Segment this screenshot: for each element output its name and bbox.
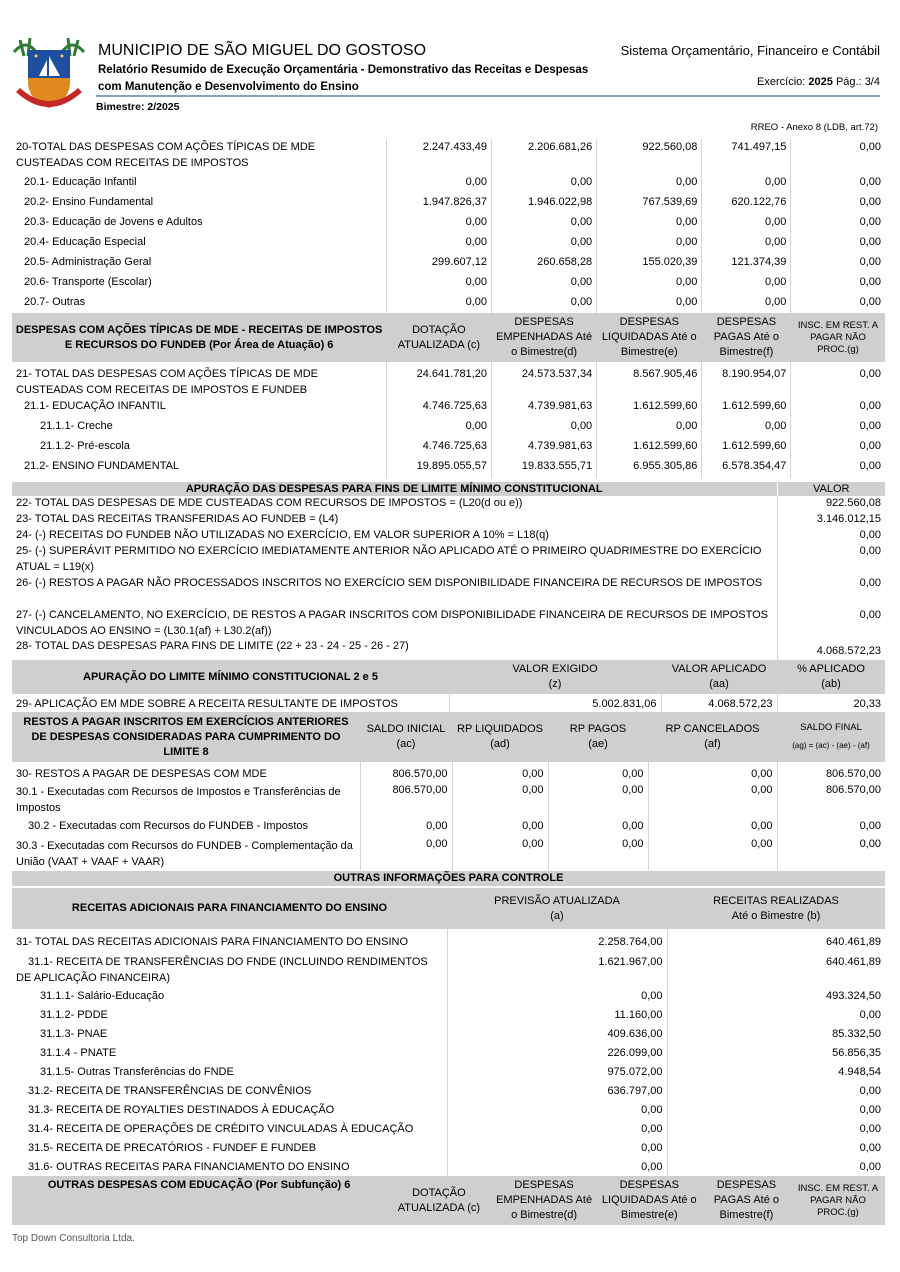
cell-value: 4.746.725,63 (386, 398, 491, 418)
table-row (12, 1026, 885, 1045)
cell-value: 0,00 (452, 836, 548, 870)
cell-value: 0,00 (452, 816, 548, 836)
column-header (360, 712, 452, 762)
cell-value: 0,00 (648, 762, 777, 782)
table-row (12, 174, 885, 194)
row-label: 31.1- RECEITA DE TRANSFERÊNCIAS DO FNDE (INCLUINDO RENDIMENTOS DE APLICAÇÃO FINANCEIRA) (16, 956, 428, 984)
table-header (12, 887, 885, 929)
cell-value: 85.332,50 (667, 1026, 885, 1045)
header-line: RP LIQUIDADOS (457, 723, 543, 735)
cell-value: 0,00 (791, 139, 885, 174)
cell-value: 0,00 (702, 214, 791, 234)
row-label: 31.1.3- PNAE (40, 1028, 108, 1040)
cell-value: 1.947.826,37 (386, 194, 491, 214)
header-line: (aa) (709, 678, 729, 690)
cell-value: 0,00 (791, 174, 885, 194)
table-restos-a-pagar (12, 712, 885, 870)
cell-value: 0,00 (597, 214, 702, 234)
cell-value: 3.146.012,15 (777, 511, 885, 527)
row-label: 27- (-) CANCELAMENTO, NO EXERCÍCIO, DE RESTOS A PAGAR INSCRITOS COM DISPONIBILIDADE FINANCEIRA DE RECURSOS DE IMPOSTOS VINCULADOS AO ENSINO = (L30.1(af) + L30.2(af)) (16, 609, 769, 637)
row-label: 20-TOTAL DAS DESPESAS COM AÇÕES TÍPICAS DE MDE CUSTEADAS COM RECEITAS DE IMPOSTOS (16, 141, 316, 169)
header-rule (96, 95, 880, 97)
cell-value: 226.099,00 (447, 1045, 667, 1064)
row-label: 31.1.2- PDDE (40, 1009, 108, 1021)
column-header (777, 712, 885, 762)
column-header (548, 712, 648, 762)
cell-value: 0,00 (648, 836, 777, 870)
row-label: 30.2 - Executadas com Recursos do FUNDEB - Impostos (28, 820, 308, 832)
table-row (12, 607, 885, 639)
header-line: SALDO FINAL (800, 722, 862, 733)
table-mde-taxes (12, 139, 885, 314)
cell-value: 806.570,00 (360, 762, 452, 782)
row-label: 20.1- Educação Infantil (24, 176, 137, 188)
row-label: 26- (-) RESTOS A PAGAR NÃO PROCESSADOS INSCRITOS NO EXERCÍCIO SEM DISPONIBILIDADE FINANCEIRA DE RECURSOS DE IMPOSTOS (16, 577, 763, 589)
cell-value: 2.258.764,00 (447, 929, 667, 950)
column-header (449, 660, 661, 694)
cell-value: 1.612.599,60 (702, 438, 791, 458)
table-row (12, 234, 885, 254)
cell-value: 0,00 (777, 543, 885, 575)
table-header (12, 660, 885, 694)
cell-value: 0,00 (791, 294, 885, 314)
table-header (12, 482, 885, 496)
row-label: 20.6- Transporte (Escolar) (24, 276, 152, 288)
row-label: 21.1.1- Creche (40, 420, 113, 432)
annex-reference: RREO - Anexo 8 (LDB, art.72) (750, 122, 878, 133)
cell-value: 0,00 (386, 418, 491, 438)
row-label: 31.5- RECEITA DE PRECATÓRIOS - FUNDEF E FUNDEB (28, 1142, 317, 1154)
table-row (12, 1007, 885, 1026)
cell-value: 0,00 (386, 234, 491, 254)
cell-value: 0,00 (447, 1159, 667, 1178)
column-header: RECEITAS ADICIONAIS PARA FINANCIAMENTO DO ENSINO (12, 887, 447, 929)
cell-value: 640.461,89 (667, 950, 885, 988)
table-row (12, 1121, 885, 1140)
column-header (648, 712, 777, 762)
column-header: DOTAÇÃO ATUALIZADA (c) (386, 313, 491, 362)
cell-value: 0,00 (447, 1102, 667, 1121)
row-label: 21- TOTAL DAS DESPESAS COM AÇÕES TÍPICAS DE MDE CUSTEADAS COM RECEITAS DE IMPOSTOS E FUNDEB (16, 368, 318, 396)
row-label: 20.5- Administração Geral (24, 256, 152, 268)
cell-value: 0,00 (452, 782, 548, 816)
cell-value: 0,00 (447, 1121, 667, 1140)
column-header: DOTAÇÃO ATUALIZADA (c) (386, 1176, 491, 1225)
cell-value: 0,00 (491, 294, 596, 314)
cell-value: 493.324,50 (667, 988, 885, 1007)
cell-value: 0,00 (667, 1159, 885, 1178)
cell-value: 6.955.305,86 (597, 458, 702, 478)
header-line: (ab) (821, 678, 841, 690)
table-row (12, 274, 885, 294)
cell-value: 0,00 (491, 234, 596, 254)
column-header: VALOR (777, 482, 885, 496)
cell-value: 0,00 (667, 1083, 885, 1102)
cell-value: 0,00 (360, 836, 452, 870)
cell-value: 0,00 (777, 836, 885, 870)
row-label: 22- TOTAL DAS DESPESAS DE MDE CUSTEADAS COM RECURSOS DE IMPOSTOS = (L20(d ou e)) (16, 497, 523, 509)
cell-value: 0,00 (667, 1102, 885, 1121)
table-row (12, 782, 885, 816)
row-label: 24- (-) RECEITAS DO FUNDEB NÃO UTILIZADAS NO EXERCÍCIO, EM VALOR SUPERIOR A 10% = L18(q) (16, 529, 549, 541)
cell-value: 2.206.681,26 (491, 139, 596, 174)
cell-value: 0,00 (548, 782, 648, 816)
table-limit-calculation (12, 482, 885, 663)
cell-value: 806.570,00 (777, 762, 885, 782)
cell-value: 806.570,00 (777, 782, 885, 816)
cell-value: 0,00 (491, 214, 596, 234)
column-header: OUTRAS DESPESAS COM EDUCAÇÃO (Por Subfunção) 6 (12, 1176, 386, 1225)
table-row (12, 929, 885, 950)
row-label: 20.7- Outras (24, 296, 86, 308)
cell-value: 0,00 (648, 816, 777, 836)
column-header (667, 887, 885, 929)
row-label: 30- RESTOS A PAGAR DE DESPESAS COM MDE (16, 768, 267, 780)
column-header: DESPESAS PAGAS Até o Bimestre(f) (702, 1176, 791, 1225)
cell-value: 24.573.537,34 (491, 362, 596, 398)
table-row (12, 254, 885, 274)
cell-value: 767.539,69 (597, 194, 702, 214)
header-line: (z) (548, 678, 562, 690)
cell-value: 0,00 (791, 234, 885, 254)
cell-value: 4.948,54 (667, 1064, 885, 1083)
cell-value: 636.797,00 (447, 1083, 667, 1102)
cell-value: 0,00 (386, 294, 491, 314)
row-label: 31.2- RECEITA DE TRANSFERÊNCIAS DE CONVÊNIOS (28, 1085, 312, 1097)
page-number: Pág.: 3/4 (835, 76, 880, 88)
table-row (12, 139, 885, 174)
column-header (777, 660, 885, 694)
table-row (12, 1140, 885, 1159)
header-line: PREVISÃO ATUALIZADA (494, 894, 620, 907)
table-constitutional-limit (12, 660, 885, 714)
cell-value: 0,00 (597, 234, 702, 254)
cell-value: 19.833.555,71 (491, 458, 596, 478)
row-label: 31.6- OUTRAS RECEITAS PARA FINANCIAMENTO DO ENSINO (28, 1161, 350, 1173)
cell-value: 0,00 (791, 254, 885, 274)
cell-value: 0,00 (447, 988, 667, 1007)
cell-value: 0,00 (791, 214, 885, 234)
table-row (12, 458, 885, 478)
table-row (12, 362, 885, 398)
table-row (12, 950, 885, 988)
municipal-coat-of-arms-icon (6, 30, 92, 116)
column-header: DESPESAS LIQUIDADAS Até o Bimestre(e) (597, 313, 702, 362)
cell-value: 299.607,12 (386, 254, 491, 274)
exercise-info (757, 76, 880, 88)
cell-value: 8.190.954,07 (702, 362, 791, 398)
cell-value: 0,00 (791, 194, 885, 214)
row-label: 28- TOTAL DAS DESPESAS PARA FINS DE LIMITE (22 + 23 - 24 - 25 - 26 - 27) (16, 640, 409, 652)
cell-value: 0,00 (791, 362, 885, 398)
table-row (12, 575, 885, 607)
exercise-label: Exercício: (757, 76, 806, 88)
table-row (12, 762, 885, 782)
column-header: DESPESAS LIQUIDADAS Até o Bimestre(e) (597, 1176, 702, 1225)
cell-value: 0,00 (791, 458, 885, 478)
cell-value: 0,00 (386, 214, 491, 234)
column-header: APURAÇÃO DAS DESPESAS PARA FINS DE LIMITE MÍNIMO CONSTITUCIONAL (12, 482, 777, 496)
cell-value: 0,00 (777, 527, 885, 543)
row-label: 31.1.1- Salário-Educação (40, 990, 165, 1002)
cell-value: 19.895.055,57 (386, 458, 491, 478)
row-label: 31.1.4 - PNATE (40, 1047, 117, 1059)
row-label: 31.4- RECEITA DE OPERAÇÕES DE CRÉDITO VINCULADAS À EDUCAÇÃO (28, 1123, 414, 1135)
cell-value: 0,00 (386, 174, 491, 194)
cell-value: 0,00 (791, 438, 885, 458)
table-row (12, 194, 885, 214)
row-label: 20.4- Educação Especial (24, 236, 146, 248)
row-label: 23- TOTAL DAS RECEITAS TRANSFERIDAS AO FUNDEB = (L4) (16, 513, 339, 525)
cell-value: 11.160,00 (447, 1007, 667, 1026)
column-header (452, 712, 548, 762)
row-label: 31- TOTAL DAS RECEITAS ADICIONAIS PARA FINANCIAMENTO DO ENSINO (16, 936, 409, 948)
cell-value: 260.658,28 (491, 254, 596, 274)
table-row (12, 398, 885, 418)
system-name: Sistema Orçamentário, Financeiro e Contábil (620, 43, 880, 58)
table-other-education-expenses (12, 1176, 885, 1225)
cell-value: 0,00 (667, 1140, 885, 1159)
cell-value: 0,00 (702, 234, 791, 254)
cell-value: 0,00 (791, 398, 885, 418)
cell-value: 4.746.725,63 (386, 438, 491, 458)
row-label: 31.3- RECEITA DE ROYALTIES DESTINADOS À EDUCAÇÃO (28, 1104, 335, 1116)
table-header (12, 712, 885, 762)
header-line: % APLICADO (797, 663, 865, 675)
header-line: (ad) (490, 738, 510, 750)
cell-value: 4.739.981,63 (491, 398, 596, 418)
cell-value: 741.497,15 (702, 139, 791, 174)
header-line: VALOR APLICADO (671, 663, 767, 675)
cell-value: 0,00 (667, 1007, 885, 1026)
cell-value: 0,00 (360, 816, 452, 836)
cell-value: 0,00 (791, 418, 885, 438)
table-row (12, 527, 885, 543)
footer-credit: Top Down Consultoria Ltda. (12, 1233, 135, 1244)
exercise-year: 2025 (808, 76, 833, 88)
cell-value: 1.612.599,60 (702, 398, 791, 418)
table-row (12, 1102, 885, 1121)
column-header: DESPESAS COM AÇÕES TÍPICAS DE MDE - RECEITAS DE IMPOSTOS E RECURSOS DO FUNDEB (Por Área de Atuação) 6 (12, 313, 386, 362)
column-header: RESTOS A PAGAR INSCRITOS EM EXERCÍCIOS ANTERIORES DE DESPESAS CONSIDERADAS PARA CUMPRIMENTO DO LIMITE 8 (12, 712, 360, 762)
cell-value: 155.020,39 (597, 254, 702, 274)
cell-value: 4.739.981,63 (491, 438, 596, 458)
table-row (12, 1045, 885, 1064)
column-header: INSC. EM REST. A PAGAR NÃO PROC.(g) (791, 1176, 885, 1225)
column-header (447, 887, 667, 929)
section-header (12, 871, 885, 887)
table-row (12, 496, 885, 511)
cell-value: 0,00 (452, 762, 548, 782)
cell-value: 56.856,35 (667, 1045, 885, 1064)
table-row (12, 1083, 885, 1102)
cell-value: 5.002.831,06 (449, 694, 661, 714)
cell-value: 121.374,39 (702, 254, 791, 274)
table-row (12, 511, 885, 527)
column-header: DESPESAS PAGAS Até o Bimestre(f) (702, 313, 791, 362)
header-line: SALDO INICIAL (366, 723, 446, 735)
cell-value: 0,00 (491, 274, 596, 294)
cell-value: 0,00 (597, 274, 702, 294)
report-header (0, 0, 900, 133)
table-row (12, 1064, 885, 1083)
cell-value: 8.567.905,46 (597, 362, 702, 398)
cell-value: 1.621.967,00 (447, 950, 667, 988)
cell-value: 0,00 (447, 1140, 667, 1159)
cell-value: 0,00 (597, 174, 702, 194)
table-row (12, 816, 885, 836)
cell-value: 0,00 (386, 274, 491, 294)
cell-value: 4.068.572,23 (777, 639, 885, 663)
header-line: RP PAGOS (569, 723, 627, 735)
cell-value: 0,00 (667, 1121, 885, 1140)
row-label: 20.2- Ensino Fundamental (24, 196, 154, 208)
cell-value: 4.068.572,23 (661, 694, 777, 714)
header-line: Até o Bimestre (b) (731, 909, 821, 922)
header-line: VALOR EXIGIDO (512, 663, 598, 675)
cell-value: 409.636,00 (447, 1026, 667, 1045)
cell-value: 0,00 (777, 816, 885, 836)
column-header: INSC. EM REST. A PAGAR NÃO PROC.(g) (791, 313, 885, 362)
cell-value: 0,00 (548, 816, 648, 836)
cell-value: 0,00 (491, 174, 596, 194)
row-label: 21.2- ENSINO FUNDAMENTAL (24, 460, 180, 472)
cell-value: 922.560,08 (777, 496, 885, 511)
cell-value: 0,00 (777, 575, 885, 607)
municipality-name: MUNICIPIO DE SÃO MIGUEL DO GOSTOSO (98, 42, 427, 59)
header-line: (af) (704, 738, 721, 750)
header-line: (a) (550, 909, 564, 922)
column-header (661, 660, 777, 694)
table-row (12, 294, 885, 314)
header-line: RP CANCELADOS (665, 723, 760, 735)
column-header: DESPESAS EMPENHADAS Até o Bimestre(d) (491, 1176, 596, 1225)
table-header (12, 313, 885, 362)
cell-value: 0,00 (491, 418, 596, 438)
cell-value: 1.946.022,98 (491, 194, 596, 214)
table-additional-revenue (12, 871, 885, 1178)
row-label: 21.1.2- Pré-escola (40, 440, 130, 452)
table-row (12, 214, 885, 234)
row-label: 20.3- Educação de Jovens e Adultos (24, 216, 203, 228)
cell-value: 0,00 (702, 294, 791, 314)
cell-value: 24.641.781,20 (386, 362, 491, 398)
cell-value: 620.122,76 (702, 194, 791, 214)
cell-value: 922.560,08 (597, 139, 702, 174)
cell-value: 0,00 (702, 418, 791, 438)
cell-value: 20,33 (777, 694, 885, 714)
bimester: Bimestre: 2/2025 (96, 101, 180, 113)
cell-value: 1.612.599,60 (597, 438, 702, 458)
section-title: OUTRAS INFORMAÇÕES PARA CONTROLE (12, 871, 885, 887)
row-label: 30.3 - Executadas com Recursos do FUNDEB - Complementação da União (VAAT + VAAF + VAAR) (16, 840, 353, 868)
header-line: (ae) (588, 738, 608, 750)
table-mde-fundeb (12, 313, 885, 478)
row-label: 31.1.5- Outras Transferências do FNDE (40, 1066, 234, 1078)
table-row (12, 418, 885, 438)
table-row (12, 694, 885, 714)
report-title (98, 62, 588, 96)
cell-value: 6.578.354,47 (702, 458, 791, 478)
table-row (12, 836, 885, 870)
row-label: 25- (-) SUPERÁVIT PERMITIDO NO EXERCÍCIO IMEDIATAMENTE ANTERIOR NÃO APLICADO ATÉ O PRIMEIRO QUADRIMESTRE DO EXERCÍCIO ATUAL = L19(x) (16, 545, 762, 573)
cell-value: 0,00 (777, 607, 885, 639)
table-row (12, 543, 885, 575)
report-title-line1: Relatório Resumido de Execução Orçamentária - Demonstrativo das Receitas e Despesas (98, 64, 589, 76)
cell-value: 0,00 (702, 174, 791, 194)
cell-value: 0,00 (648, 782, 777, 816)
header-line: RECEITAS REALIZADAS (713, 894, 839, 907)
cell-value: 0,00 (597, 294, 702, 314)
row-label: 30.1 - Executadas com Recursos de Impostos e Transferências de Impostos (16, 786, 341, 814)
cell-value: 640.461,89 (667, 929, 885, 950)
column-header: DESPESAS EMPENHADAS Até o Bimestre(d) (491, 313, 596, 362)
row-label: 21.1- EDUCAÇÃO INFANTIL (24, 400, 166, 412)
cell-value: 0,00 (791, 274, 885, 294)
header-line: (ag) = (ac) - (ae) - (af) (792, 741, 870, 750)
cell-value: 0,00 (548, 762, 648, 782)
row-label: 29- APLICAÇÃO EM MDE SOBRE A RECEITA RESULTANTE DE IMPOSTOS (16, 698, 398, 710)
cell-value: 1.612.599,60 (597, 398, 702, 418)
cell-value: 2.247.433,49 (386, 139, 491, 174)
table-header (12, 1176, 885, 1225)
cell-value: 806.570,00 (360, 782, 452, 816)
cell-value: 975.072,00 (447, 1064, 667, 1083)
cell-value: 0,00 (548, 836, 648, 870)
column-header: APURAÇÃO DO LIMITE MÍNIMO CONSTITUCIONAL 2 e 5 (12, 660, 449, 694)
cell-value: 0,00 (597, 418, 702, 438)
header-line: (ac) (396, 738, 416, 750)
table-row (12, 988, 885, 1007)
table-row (12, 438, 885, 458)
report-title-line2: com Manutenção e Desenvolvimento do Ensino (98, 81, 359, 93)
cell-value: 0,00 (702, 274, 791, 294)
